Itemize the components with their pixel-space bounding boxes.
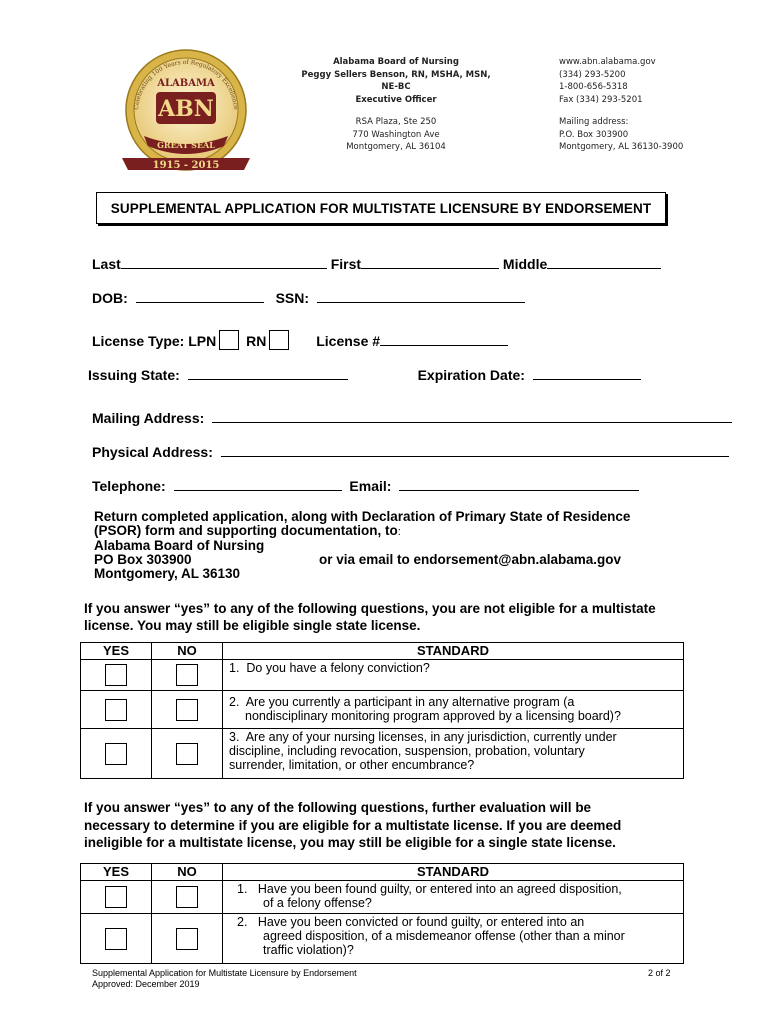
s2-q1-text: Have you been found guilty, or entered into an agreed disposition, [257,882,622,896]
s2-q2-text: Have you been convicted or found guilty, or entered into an [257,915,585,929]
last-name-field[interactable] [121,254,327,269]
org-name: Alabama Board of Nursing [333,57,459,67]
license-number-field[interactable] [380,331,508,346]
s1-q2 [223,691,684,729]
s2-q2 [223,914,684,964]
s2-q2-yes-checkbox[interactable] [105,928,127,950]
svg-text:GREAT SEAL: GREAT SEAL [157,140,215,150]
s1-q2-text: Are you currently a participant in any alternative program (a [245,695,575,709]
dob-ssn-row [92,288,525,306]
footer-approved: Approved: December 2019 [92,979,200,989]
middle-label: Middle [502,256,548,272]
page-number: 2 of 2 [648,968,671,978]
return-email-line: or via email to endorsement@abn.alabama.gov [319,552,622,567]
rn-label: RN [246,333,267,349]
s2-q2-text-2: agreed disposition, of a misdemeanor offense (other than a minor [263,929,625,943]
s2-q1-text-2: of a felony offense? [263,896,372,910]
s2-q2-text-3: traffic violation)? [263,943,354,957]
mailing-label: Mailing address: [559,117,629,127]
physical-address-field[interactable] [221,442,729,457]
ssn-field[interactable] [317,288,525,303]
s1-q1 [223,660,684,691]
return-line-3: Alabama Board of Nursing [94,538,265,553]
s1-col-yes: YES [81,643,152,660]
phone-2: 1-800-656-5318 [559,82,628,92]
abn-great-seal-logo [116,40,256,180]
s1-q3-no-checkbox[interactable] [176,743,198,765]
first-name-field[interactable] [361,254,499,269]
mailing-address-label: Mailing Address: [92,410,205,426]
footer-form-name: Supplemental Application for Multistate Licensure by Endorsement [92,968,357,978]
last-label: Last [92,256,121,272]
street-line-1: RSA Plaza, Ste 250 [355,117,437,127]
expiration-label: Expiration Date: [417,367,525,383]
return-line-1: Return completed application, along with Declaration of Primary State of Residence [94,509,631,524]
telephone-label: Telephone: [92,478,166,494]
issuing-state-label: Issuing State: [88,367,180,383]
header-center-block [296,56,496,154]
return-line-2: (PSOR) form and supporting documentation, to [94,523,398,538]
section2-intro-2: necessary to determine if you are eligible for a multistate license. If you are deemed [84,817,622,833]
s2-col-no: NO [152,864,223,881]
s1-q2-yes-checkbox[interactable] [105,699,127,721]
s2-q1-yes-checkbox[interactable] [105,886,127,908]
header-right-block [559,56,749,154]
s1-q1-no-checkbox[interactable] [176,664,198,686]
svg-text:ALABAMA: ALABAMA [157,78,215,89]
dob-field[interactable] [136,288,264,303]
s1-q2-num: 2. [229,695,240,709]
s1-q2-text-2: nondisciplinary monitoring program approved by a licensing board)? [245,709,621,723]
email-label: Email: [349,478,392,494]
s2-q1 [223,881,684,914]
license-number-label: License # [316,333,381,349]
license-row [92,330,508,350]
street-city: Montgomery, AL 36104 [346,142,446,152]
telephone-field[interactable] [174,476,342,491]
s1-q3 [223,729,684,779]
mailing-city: Montgomery, AL 36130-3900 [559,142,684,152]
phone-1: (334) 293-5200 [559,69,626,80]
website: www.abn.alabama.gov [559,57,656,67]
section2-intro [84,799,724,852]
return-instructions [94,510,714,581]
mailing-address-field[interactable] [212,408,732,423]
section1-table [80,642,684,779]
section2-intro-1: If you answer “yes” to any of the following questions, further evaluation will be [84,800,592,815]
s2-col-yes: YES [81,864,152,881]
fax: Fax (334) 293-5201 [559,94,643,105]
s2-q2-no-checkbox[interactable] [176,928,198,950]
state-expiration-row [88,365,641,383]
s2-col-standard: STANDARD [223,864,684,881]
officer-name: Peggy Sellers Benson, RN, MSHA, MSN, NE-BC [301,69,491,92]
s1-q3-text-3: surrender, limitation, or other encumbrance? [229,758,475,772]
physical-address-label: Physical Address: [92,444,213,460]
name-row [92,254,661,272]
return-colon: : [397,526,401,538]
rn-checkbox[interactable] [269,330,289,350]
first-label: First [330,256,362,272]
section2-table [80,863,684,964]
return-line-4: PO Box 303900 [94,552,192,567]
mailing-address-row [92,408,732,426]
svg-text:1915 - 2015: 1915 - 2015 [152,160,220,171]
license-type-label: License Type: LPN [92,333,217,349]
s1-q1-yes-checkbox[interactable] [105,664,127,686]
s1-col-standard: STANDARD [223,643,684,660]
street-line-2: 770 Washington Ave [352,129,440,140]
email-field[interactable] [399,476,639,491]
officer-title: Executive Officer [355,94,437,105]
svg-text:ABN: ABN [158,96,214,122]
s2-q1-no-checkbox[interactable] [176,886,198,908]
s1-q1-num: 1. [229,661,240,675]
expiration-field[interactable] [533,365,641,380]
mailing-box: P.O. Box 303900 [559,129,629,140]
ssn-label: SSN: [275,290,310,306]
s1-q3-text: Are any of your nursing licenses, in any jurisdiction, currently under [245,730,617,744]
dob-label: DOB: [92,290,128,306]
s1-q3-text-2: discipline, including revocation, suspension, probation, voluntary [229,744,585,758]
s1-q3-yes-checkbox[interactable] [105,743,127,765]
section1-intro [84,600,704,634]
contact-row [92,476,639,494]
svg-text:Celebrating 100 Years of Regul: Celebrating 100 Years of Regulatory Excellence [133,58,239,111]
s1-q3-num: 3. [229,730,240,744]
middle-name-field[interactable] [547,254,661,269]
issuing-state-field[interactable] [188,365,348,380]
section1-intro-1: If you answer “yes” to any of the following questions, you are not eligible for a multistate [84,601,656,616]
lpn-checkbox[interactable] [219,330,239,350]
s1-q1-text: Do you have a felony conviction? [246,661,430,675]
physical-address-row [92,442,729,460]
s1-q2-no-checkbox[interactable] [176,699,198,721]
form-title: SUPPLEMENTAL APPLICATION FOR MULTISTATE LICENSURE BY ENDORSEMENT [96,192,666,224]
s2-q1-num: 1. [237,882,248,896]
section1-intro-2: license. You may still be eligible single state license. [84,618,421,633]
s1-col-no: NO [152,643,223,660]
section2-intro-3: ineligible for a multistate license, you may still be eligible for a single state license. [84,835,616,850]
return-line-5: Montgomery, AL 36130 [94,566,241,581]
s2-q2-num: 2. [237,915,248,929]
footer-left [92,968,357,990]
